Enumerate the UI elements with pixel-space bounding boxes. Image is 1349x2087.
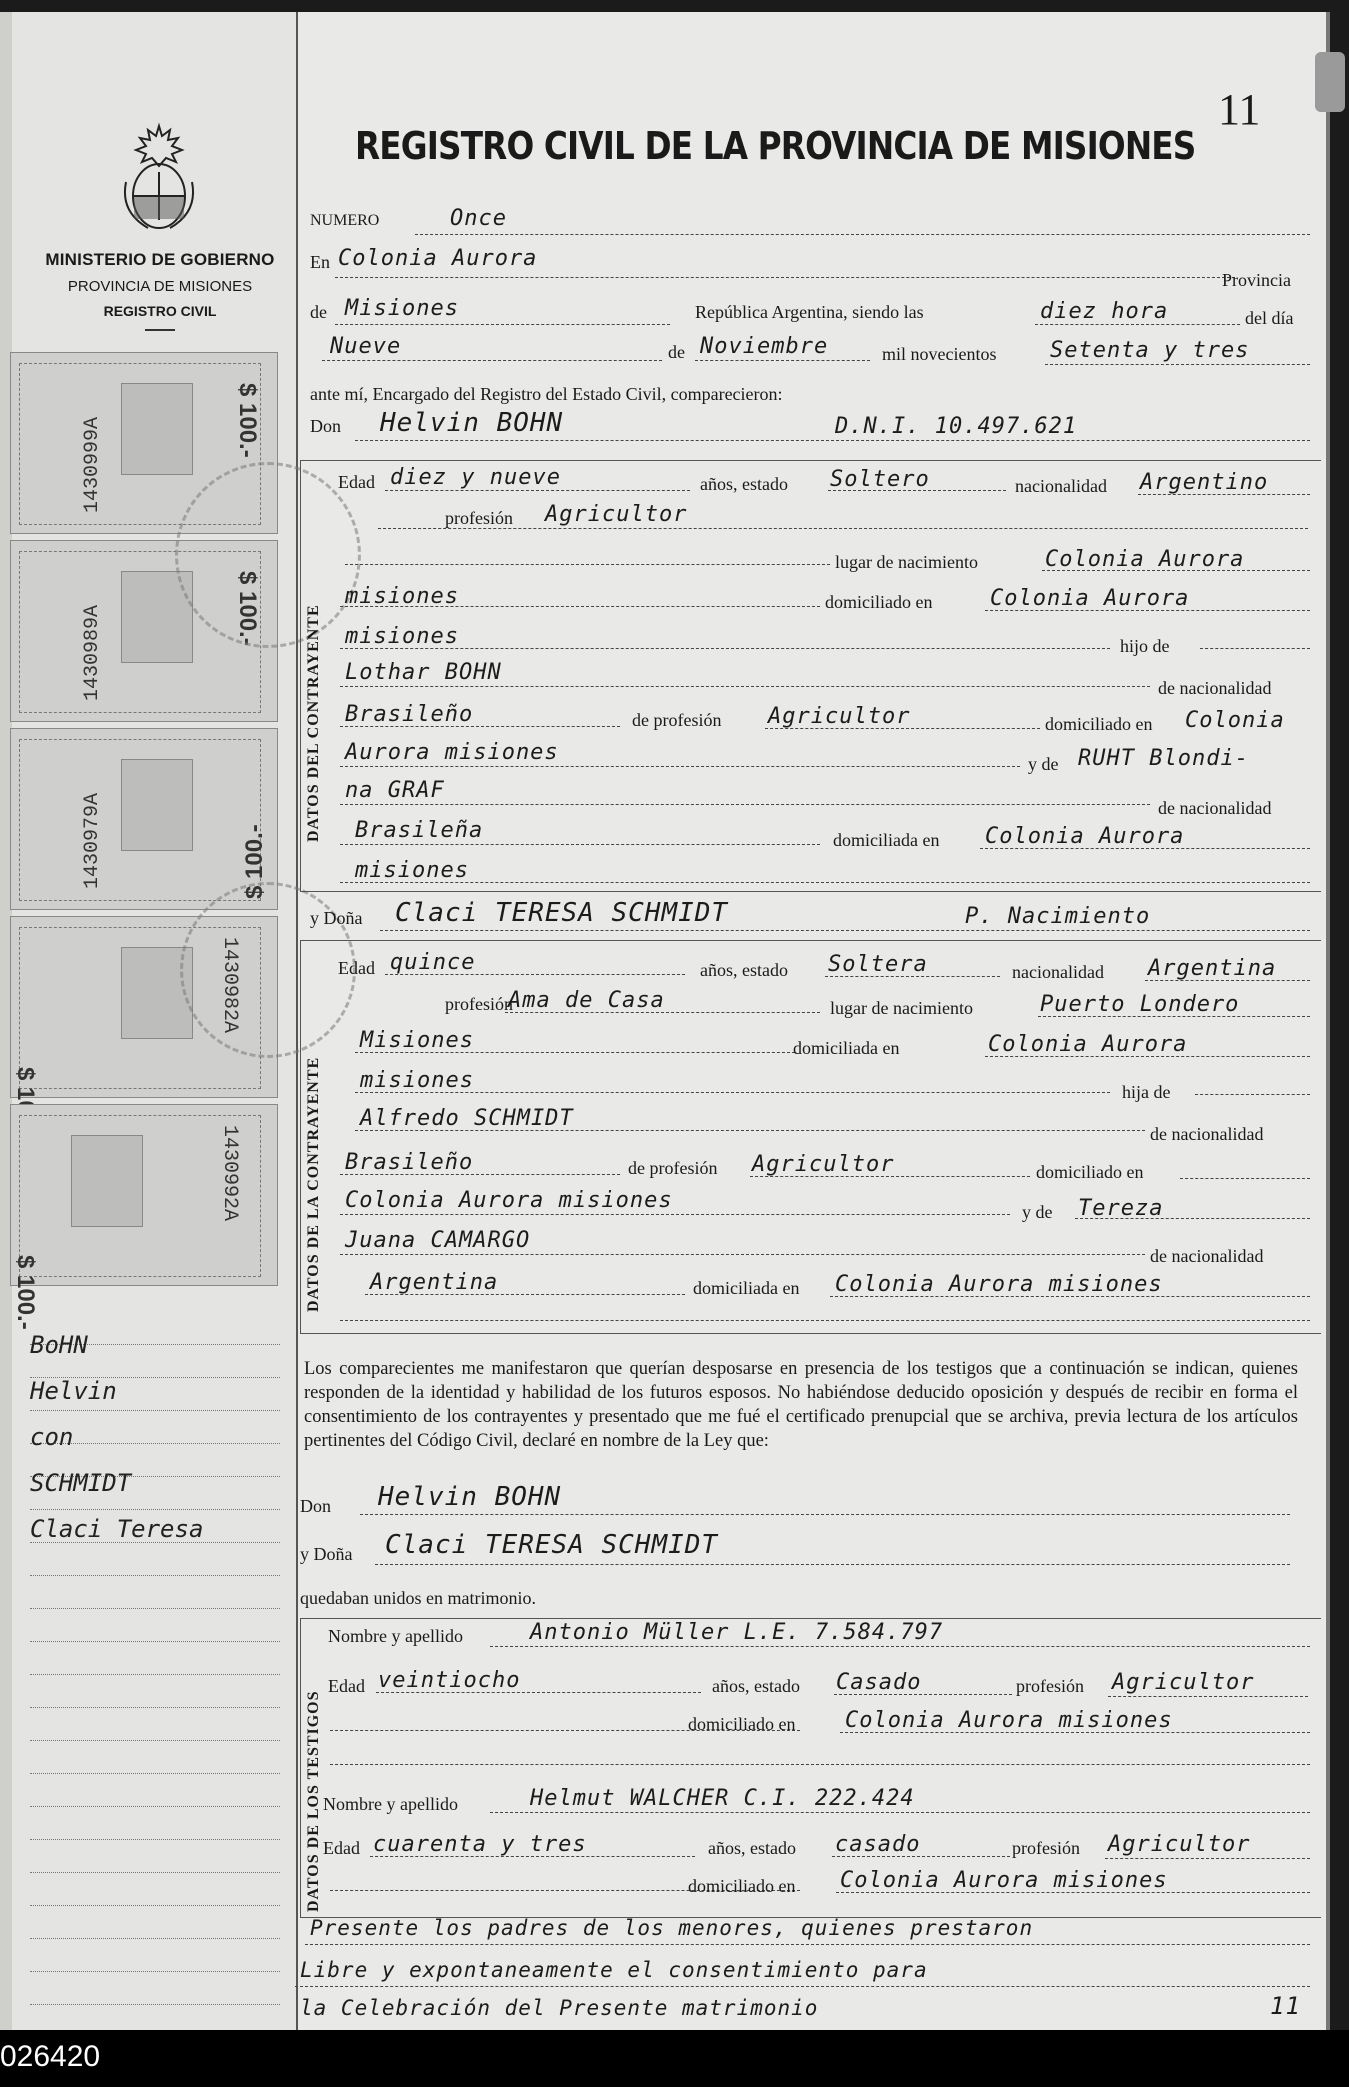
novia-value: Claci TERESA SCHMIDT [395,898,729,928]
madre-nac-value: Argentina [370,1270,499,1295]
declaration-text: Los comparecientes me manifestaron que querían desposarse en presencia de los testigos que a continuación se indican, quienes responden de la identidad y habilidad de los futuros esposos. No habiéndose deducido oposición y después de recibir en forma el consentimiento de los contrayentes y presentado que me fué el certificado prenupcial que se archiva, previa lectura de los artículos pertinentes del Código Civil, declaré en nombre de la Ley que: [304,1359,1298,1451]
field-line [490,1646,1310,1647]
field-line [355,1130,1145,1131]
stamp-serial: 1430979A [81,792,104,889]
padre-dom-value-2: Aurora misiones [345,740,559,765]
testigo1-domic-label: domiciliado en [688,1714,796,1734]
stamp-value: $ 100.- [234,571,261,646]
registry-name: REGISTRO CIVIL [103,303,217,319]
field-line [1200,648,1310,649]
profesion-label: profesión [445,508,513,528]
en-label: En [310,252,330,272]
field-line [345,564,830,565]
profesion-label: profesión [445,994,513,1014]
field-line [1145,980,1310,981]
de2-label: de [668,342,685,362]
nacionalidad-label: nacionalidad [1015,476,1107,496]
binder-tab [1315,52,1345,112]
fiscal-stamp [10,728,278,910]
estado-value: Soltera [828,952,928,977]
groom-section-label: DATOS DEL CONTRAYENTE [305,604,322,842]
stamp-serial: 1430982A [218,937,241,1034]
estado-value: Soltero [830,467,930,492]
madre-dom-value: Colonia Aurora misiones [835,1272,1163,1297]
domicilio-value: Colonia Aurora [990,586,1190,611]
padre-dom-value: Colonia Aurora misiones [345,1188,673,1213]
anio-value: Setenta y tres [1050,338,1250,363]
novio-value: Helvin BOHN [380,408,564,438]
lugar-nac-value-2: misiones [345,584,459,609]
testigo2-estado-value: casado [835,1832,921,1857]
provincia-value: Misiones [345,296,459,321]
union-closing: quedaban unidos en matrimonio. [300,1588,536,1608]
field-line [1195,1094,1310,1095]
final-note-line: Libre y expontaneamente el consentimiento para [300,1958,928,1982]
field-line [1038,1016,1310,1017]
field-line [355,1052,795,1053]
anos-label: años, estado [700,474,788,494]
madre-nac-label: de nacionalidad [1158,798,1272,818]
field-line [322,360,662,361]
nacionalidad-label: nacionalidad [1012,962,1104,982]
fiscal-stamp [10,1104,278,1330]
frame-id: 026420 [0,2040,101,2073]
field-line [380,930,1310,931]
field-line [1045,364,1310,365]
provincia-label: Provincia [1222,270,1291,290]
testigo2-nombre-value: Helmut WALCHER C.I. 222.424 [530,1786,915,1811]
field-line [840,1732,1310,1733]
field-line [340,726,620,727]
domicilio-value: Colonia Aurora [988,1032,1188,1057]
padre-nac-label: de nacionalidad [1158,678,1272,698]
field-line [750,1176,1030,1177]
field-line [378,528,1308,529]
domic-label: domiciliado en [825,592,933,612]
testigo2-domic-label: domiciliado en [688,1876,796,1896]
madre-dom-value: Colonia Aurora [985,824,1185,849]
domic-label: domiciliada en [793,1038,900,1058]
field-line [830,1296,1310,1297]
don-label: Don [310,416,341,436]
page-number: 11 [1218,85,1261,134]
padre-dom-label: domiciliado en [1036,1162,1144,1182]
field-line [834,1694,1012,1695]
ministry-name: MINISTERIO DE GOBIERNO [45,250,275,269]
field-line [1138,494,1310,495]
madre-value-2: Juana CAMARGO [345,1228,531,1253]
domicilio-value-2: misiones [345,624,459,649]
republica-label: República Argentina, siendo las [695,302,924,322]
field-line [370,1856,695,1857]
province-name: PROVINCIA DE MISIONES [67,278,253,295]
madre-value: Tereza [1078,1196,1164,1221]
stamp-value: $ 100.- [12,1255,39,1330]
marginal-note: BoHN Helvin con SCHMIDT Claci Teresa [30,1331,204,1543]
novio-doc: D.N.I. 10.497.621 [835,414,1078,439]
field-line [985,610,1310,611]
padre-dom-value: Colonia [1185,708,1285,733]
padre-prof-label: de profesión [628,1158,718,1178]
testigo1-estado-value: Casado [836,1670,922,1695]
edad-label: Edad [338,958,375,978]
de-label: de [310,302,327,322]
mil-label: mil novecientos [882,344,997,364]
edad-value: diez y nueve [390,465,561,490]
madre-nac-label: de nacionalidad [1150,1246,1264,1266]
field-line [335,324,670,325]
padre-prof-value: Agricultor [752,1152,895,1177]
film-strip-bar [0,2030,1349,2087]
testigo2-prof-label: profesión [1012,1838,1080,1858]
padre-value: Lothar BOHN [345,660,502,685]
field-line [765,728,1040,729]
lugar-nac-value: Puerto Londero [1040,992,1240,1017]
field-line [340,882,1310,883]
yde-label: y de [1028,754,1059,774]
union-dona-label: y Doña [300,1544,353,1564]
field-line [340,1214,1010,1215]
argentine-coat-of-arms-icon [118,122,200,232]
padre-prof-value: Agricultor [768,704,911,729]
dia-value: Nueve [330,334,402,359]
testigo2-domic-value: Colonia Aurora misiones [840,1868,1168,1893]
lugar-nac-label: lugar de nacimiento [835,552,978,572]
lugar-nac-label: lugar de nacimiento [830,998,973,1018]
field-line [832,1856,1010,1857]
testigo1-edad-value: veintiocho [378,1668,521,1693]
testigo1-anos-label: años, estado [712,1676,800,1696]
profesion-value: Ama de Casa [508,988,665,1013]
field-line [1042,570,1310,571]
final-note-line: Presente los padres de los menores, quienes prestaron [310,1916,1034,1940]
field-line [490,1812,1310,1813]
stamp-serial: 1430992A [218,1125,241,1222]
ministry-header [26,250,294,331]
field-line [375,1564,1290,1565]
field-line [415,234,1310,235]
field-line [825,976,1000,977]
anos-label: años, estado [700,960,788,980]
testigo1-nombre-label: Nombre y apellido [328,1626,463,1646]
field-line [295,1986,1310,1987]
madre-dom-value-2: misiones [355,858,469,883]
register-page [0,12,1330,2030]
testigo2-prof-value: Agricultor [1108,1832,1251,1857]
field-line [1180,1178,1310,1179]
divider [145,329,175,331]
field-line [360,1514,1290,1515]
testigo1-nombre-value: Antonio Müller L.E. 7.584.797 [530,1620,944,1645]
nacionalidad-value: Argentino [1140,470,1269,495]
union-don-label: Don [300,1496,331,1516]
edad-label: Edad [338,472,375,492]
field-line [376,1692,701,1693]
field-line [340,648,1110,649]
field-line [1108,1696,1308,1697]
field-line [340,1254,1145,1255]
field-line [330,1764,1310,1765]
page-title: REGISTRO CIVIL DE LA PROVINCIA DE MISIONES [355,124,1196,168]
witnesses-section [300,1618,1321,1918]
field-line [1105,1858,1310,1859]
field-line [365,1294,685,1295]
novia-doc: P. Nacimiento [965,904,1151,929]
final-note-line: la Celebración del Presente matrimonio [300,1996,819,2020]
field-line [335,277,1235,278]
field-line [985,1056,1310,1057]
madre-nac-value: Brasileña [355,818,484,843]
hora-value: diez hora [1040,299,1169,324]
testigo2-edad-label: Edad [323,1838,360,1858]
padre-nac-value: Brasileño [345,1150,474,1175]
field-line [340,606,820,607]
field-line [355,1092,1110,1093]
field-line [340,844,820,845]
yde-label: y de [1022,1202,1053,1222]
padre-nac-value: Brasileño [345,702,474,727]
madre-dom-label: domiciliada en [693,1278,800,1298]
mes-value: Noviembre [700,334,829,359]
testigo2-nombre-label: Nombre y apellido [323,1794,458,1814]
field-line [1075,1218,1310,1219]
madre-value-2: na GRAF [345,778,445,803]
field-line [836,1892,1310,1893]
field-line [695,360,870,361]
madre-dom-label: domiciliada en [833,830,940,850]
padre-prof-label: de profesión [632,710,722,730]
padre-nac-label: de nacionalidad [1150,1124,1264,1144]
hijo-label: hijo de [1120,636,1170,656]
testigo2-edad-value: cuarenta y tres [373,1832,587,1857]
final-mark: 11 [1270,1992,1301,2020]
field-line [340,1320,1310,1321]
testigo1-domic-value: Colonia Aurora misiones [845,1708,1173,1733]
field-line [340,804,1150,805]
union-don-value: Helvin BOHN [378,1482,562,1512]
field-line [385,490,690,491]
del-dia-label: del día [1245,308,1294,328]
stamp-serial: 1430999A [81,416,104,513]
field-line [505,1012,820,1013]
nacionalidad-value: Argentina [1148,956,1277,981]
profesion-value: Agricultor [545,502,688,527]
union-dona-value: Claci TERESA SCHMIDT [385,1530,719,1560]
witnesses-section-label: DATOS DE LOS TESTIGOS [305,1690,322,1912]
testigo1-prof-label: profesión [1016,1676,1084,1696]
field-line [355,440,1310,441]
lugar-value: Colonia Aurora [338,246,538,271]
field-line [340,766,1020,767]
field-line [305,1944,1310,1945]
padre-dom-label: domiciliado en [1045,714,1153,734]
hija-label: hija de [1122,1082,1171,1102]
numero-label: NUMERO [310,212,380,229]
lugar-nac-value: Colonia Aurora [1045,547,1245,572]
domicilio-value-2: misiones [360,1068,474,1093]
testigo2-anos-label: años, estado [708,1838,796,1858]
field-line [385,974,685,975]
stamp-value: $ 100.- [241,824,268,899]
dona-label: y Doña [310,908,363,928]
lugar-nac-value-2: Misiones [360,1028,474,1053]
field-line [340,686,1150,687]
testigo1-prof-value: Agricultor [1112,1670,1255,1695]
ante-label: ante mí, Encargado del Registro del Estado Civil, comparecieron: [310,384,783,404]
field-line [1035,324,1240,325]
testigo1-edad-label: Edad [328,1676,365,1696]
field-line [980,848,1310,849]
bride-section-label: DATOS DE LA CONTRAYENTE [305,1056,322,1312]
stamp-serial: 1430989A [81,604,104,701]
stamp-value: $ 100.- [234,383,261,458]
padre-value: Alfredo SCHMIDT [360,1106,574,1131]
numero-value: Once [450,206,507,231]
edad-value: quince [390,950,476,975]
field-line [340,1174,620,1175]
madre-value: RUHT Blondi- [1078,746,1249,771]
field-line [828,490,1006,491]
page-edge [1326,12,1330,2030]
